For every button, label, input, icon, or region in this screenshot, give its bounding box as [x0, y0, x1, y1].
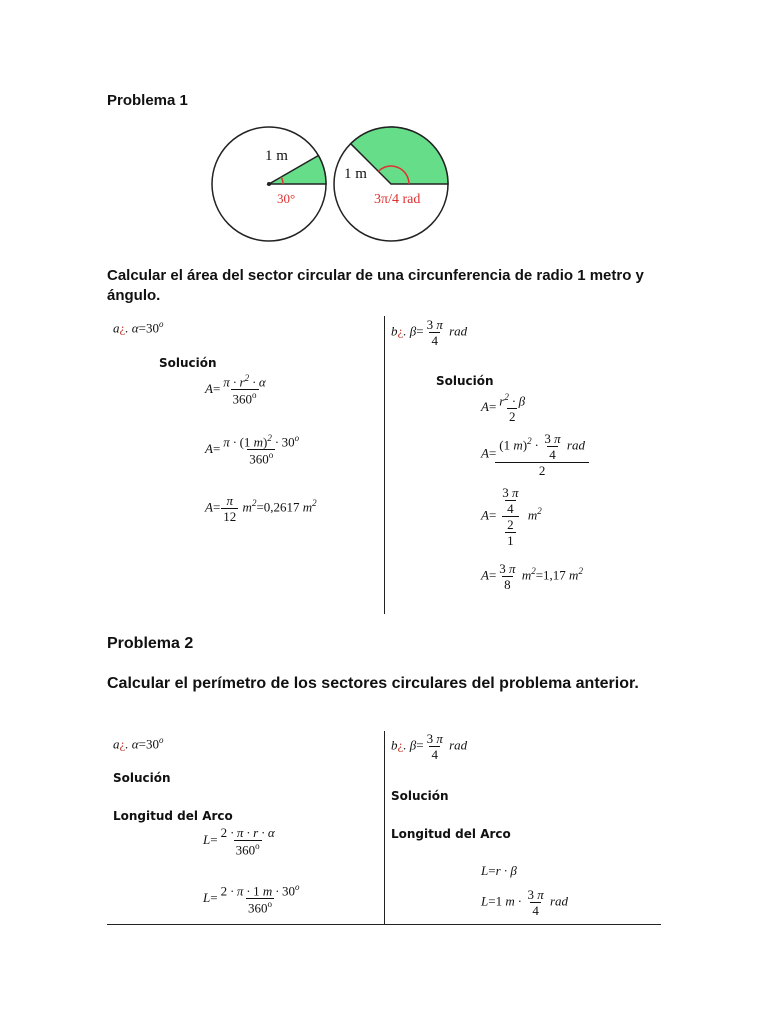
problem2-statement: Calcular el perímetro de los sectores circulares del problema anterior. — [107, 675, 639, 692]
p1b-solution-label: Solución — [436, 374, 494, 388]
left-angle-label: 30° — [277, 191, 296, 206]
p1a-solution-label: Solución — [159, 356, 217, 370]
p2b-arc-label: Longitud del Arco — [391, 827, 511, 841]
p2a-solution-label: Solución — [113, 771, 171, 785]
bottom-rule — [107, 924, 661, 925]
p2a-arc-label: Longitud del Arco — [113, 809, 233, 823]
p2b-formula-1: L=r · β — [481, 863, 517, 878]
p2b-formula-2: L=1 m · $\frac{3 \pi}{4}$ rad — [481, 887, 569, 918]
circle-sectors-diagram — [205, 118, 465, 246]
p1a-formula-2: A= $\frac{\pi \cdot (1 m)^2 \cdot 30^o}{360^o}$ — [205, 433, 300, 467]
p1b-formula-2: A= (1 m)$^2$ · $\frac{3 \pi}{4}$ rad 2 — [481, 432, 588, 477]
p2a-formula-1: L= $\frac{2 \cdot \pi \cdot r \cdot \alpha}{360^o}$ — [203, 825, 275, 858]
problem1-title: Problema 1 — [107, 92, 188, 109]
left-radius-label: 1 m — [265, 148, 288, 164]
p1a-result: A= $\frac{\pi}{12}$ $m^2=0,2617$ $m^2$ — [205, 493, 317, 524]
p2b-solution-label: Solución — [391, 789, 449, 803]
column-divider — [384, 316, 385, 614]
p2a-formula-2: L= $\frac{2 \cdot \pi \cdot 1 m \cdot 30^o}{360^o}$ — [203, 882, 300, 916]
left-circle — [212, 127, 326, 241]
p1b-formula-3: A= $\frac{\frac{3 \pi}{4}}{\frac{2}{1}}$ $m^2$ — [481, 485, 542, 548]
p1b-given: b¿. β= $\frac{3 \pi}{4}$ rad — [391, 317, 468, 348]
problem1-statement: Calcular el área del sector circular de una circunferencia de radio 1 metro y ángulo. — [107, 267, 644, 304]
p2b-given: b¿. β= $\frac{3 \pi}{4}$ rad — [391, 731, 468, 762]
problem2-title: Problema 2 — [107, 635, 194, 652]
p1b-formula-1: A= $\frac{r^2 \cdot \beta}{2}$ — [481, 392, 526, 425]
p2a-given: a¿. $\alpha=30^o$ — [113, 735, 164, 752]
right-radius-label: 1 m — [344, 166, 367, 182]
p1a-given: a¿. $\alpha=30^o$ — [113, 319, 164, 336]
p1b-result: A= $\frac{3 \pi}{8}$ $m^2=1,17$ $m^2$ — [481, 561, 583, 592]
right-circle — [334, 127, 448, 241]
right-angle-label: 3π/4 rad — [374, 192, 421, 207]
p1a-formula-1: A= $\frac{\pi \cdot r^2 \cdot \alpha}{360^o}$ — [205, 373, 266, 407]
column-divider-2 — [384, 731, 385, 925]
